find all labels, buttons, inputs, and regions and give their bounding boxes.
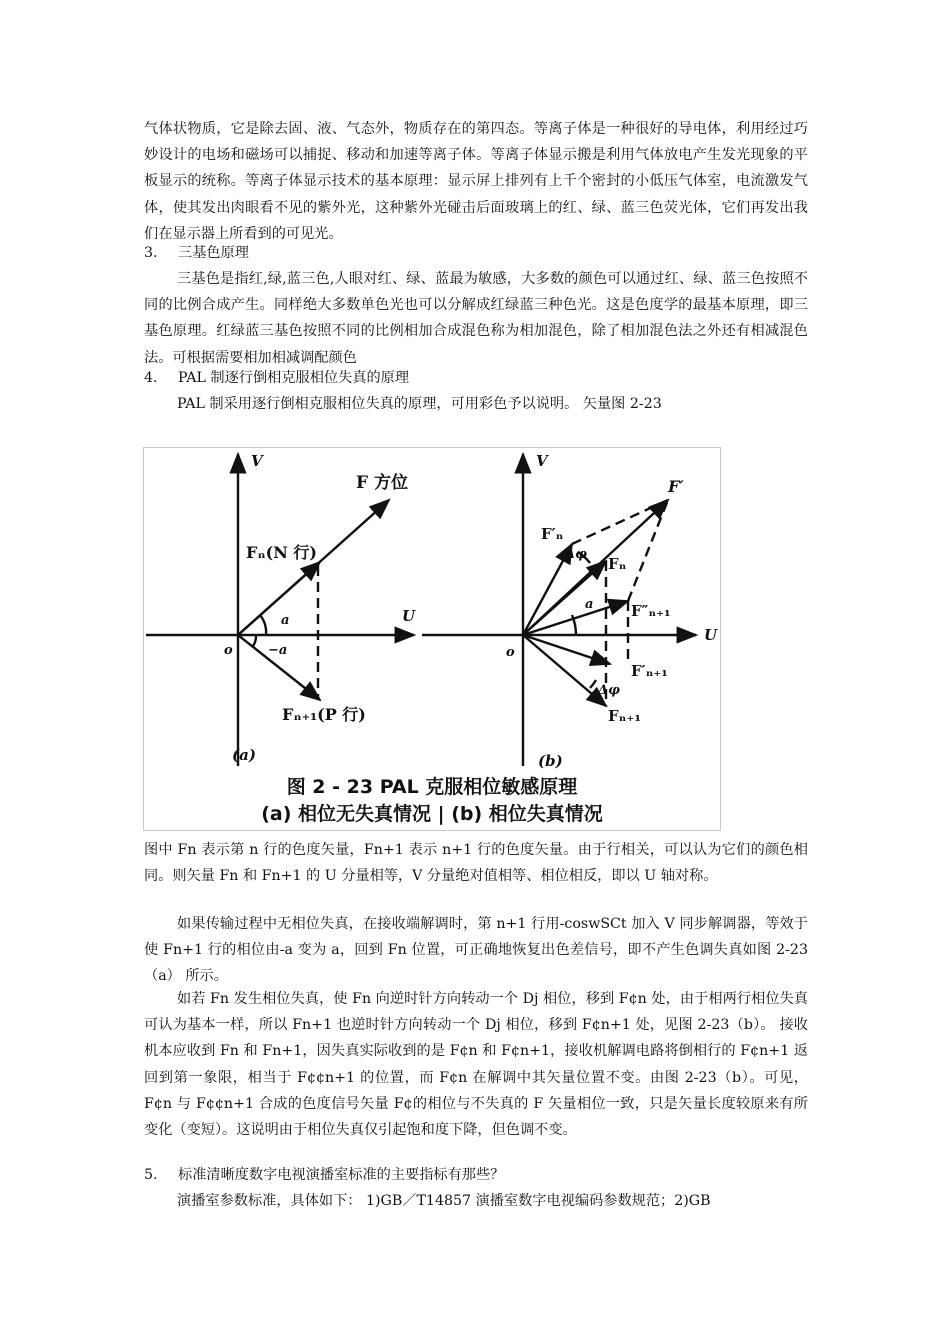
a-vector-fn (238, 562, 320, 635)
a-label-f: F 方位 (356, 473, 408, 493)
paragraph-pal-intro: PAL 制采用逐行倒相克服相位失真的原理，可用彩色予以说明。 矢量图 2-23 (177, 396, 662, 412)
vector-diagram (144, 448, 720, 830)
b-label-f-prime: F′ (668, 477, 684, 496)
b-label-dphi-bottom: Δφ (598, 683, 620, 698)
paragraph-plasma: 气体状物质，它是除去固、液、气态外，物质存在的第四态。等离子体是一种很好的导电体，利用经过巧妙设计的电场和磁场可以捕捉、移动和加速等离子体。等离子体显示搬是利用气体放电产生发光现象的平板显示的统称。等离子体显示技术的基本原理：显示屏上排列有上千个密封的小低压气体室，电流激发气体，使其发出肉眼看不见的紫外光，这种紫外光碰击后面玻璃上的红、绿、蓝三色荧光体，它们再发出我们在显示器上所看到的可见光。 (144, 121, 808, 242)
b-label-fn1-dprime: F″ₙ₊₁ (631, 602, 671, 620)
paragraph-three-primary: 三基色是指红,绿,蓝三色,人眼对红、绿、蓝最为敏感，大多数的颜色可以通过红、绿、蓝三色按照不同的比例合成产生。同样绝大多数单色光也可以分解成红绿蓝三种色光。这是色度学的最基本原理，即三基色原理。红绿蓝三基色按照不同的比例相加合成混色称为相加混色，除了相加混色法之外还有相减混色法。可根据需要相加相减调配颜色 (144, 271, 808, 366)
paragraph-fn-explanation: 图中 Fn 表示第 n 行的色度矢量，Fn+1 表示 n+1 行的色度矢量。由于行相关，可以认为它们的颜色相同。则矢量 Fn 和 Fn+1 的 U 分量相等，V 分量绝对值相等、相位相反，即以 U 轴对称。 (144, 842, 808, 885)
b-label-dphi-top: Δφ (565, 547, 587, 562)
b-label-fn-prime: F′ₙ (541, 525, 564, 543)
a-angle-arc-pos (260, 615, 266, 635)
heading-5 (144, 1162, 504, 1188)
a-label-angle-pos: a (281, 613, 290, 628)
b-label-v: V (536, 452, 548, 470)
paragraph-studio-standards: 演播室参数标准，具体如下： 1)GB／T14857 演播室数字电视编码参数规范；2)GB (177, 1193, 711, 1209)
heading-3-text: 三基色原理 (178, 245, 249, 261)
b-label-u: U (704, 626, 718, 644)
a-label-angle-neg: −a (268, 643, 288, 658)
paragraph-phase-distortion: 如若 Fn 发生相位失真，使 Fn 向逆时针方向转动一个 Dj 相位，移到 F¢n 处，由于相两行相位失真可认为基本一样，所以 Fn+1 也逆时针方向转动一个 Dj 相位，移到 F¢n+1 处，见图 2-23（b）。 接收机本应收到 Fn 和 Fn+1，因失真实际收到的是 F¢n 和 F¢n+1，接收机解调电路将倒相行的 F¢n+1 返回到第一象限，相当于 F¢¢n+1 的位置，而 F¢n 在解调中其矢量位置不变。由图 2-23（b）。可见，F¢n 与 F¢¢n+1 合成的色度信号矢量 F¢的相位与不失真的 F 矢量相位一致，只是矢量长度较原来有所变化（变短）。这说明由于相位失真仅引起饱和度下降，但色调不变。 (144, 991, 808, 1139)
heading-4 (144, 365, 409, 391)
b-label-a: a (585, 597, 594, 612)
heading-3 (144, 240, 249, 266)
b-label-fn1-prime: F′ₙ₊₁ (631, 662, 668, 680)
heading-4-text: PAL 制逐行倒相克服相位失真的原理 (178, 370, 410, 386)
a-label-v: V (251, 452, 263, 470)
heading-4-number: 4. (144, 370, 158, 386)
b-label-origin: o (506, 645, 515, 660)
a-label-fn1: Fₙ₊₁(P 行) (282, 705, 366, 724)
b-vector-fn (523, 561, 606, 635)
b-label-panel: (b) (538, 752, 563, 770)
figure-caption-subtitle: (a) 相位无失真情况 | (b) 相位失真情况 (261, 803, 603, 825)
a-label-panel: (a) (232, 746, 256, 764)
heading-3-number: 3. (144, 245, 158, 261)
b-label-fn1: Fₙ₊₁ (608, 707, 641, 725)
b-vector-fn1 (523, 635, 606, 706)
a-label-origin: o (224, 643, 233, 658)
b-arc-dphi-bottom (590, 680, 596, 688)
figure-2-23 (143, 447, 721, 831)
b-label-fn: Fₙ (608, 555, 627, 573)
heading-5-text: 标准清晰度数字电视演播室标准的主要指标有那些？ (178, 1167, 505, 1183)
a-angle-arc-neg (253, 635, 256, 646)
a-label-fn: Fₙ(N 行) (246, 543, 318, 562)
figure-caption-title: 图 2 - 23 PAL 克服相位敏感原理 (286, 776, 578, 798)
paragraph-no-phase-distortion: 如果传输过程中无相位失真，在接收端解调时，第 n+1 行用-coswSCt 加入 V 同步解调器，等效于使 Fn+1 行的相位由-a 变为 a，回到 Fn 位置，可正确地恢复出色差信号，即不产生色调失真如图 2-23（a） 所示。 (144, 916, 808, 985)
b-vector-fn1-prime (523, 635, 610, 664)
heading-5-number: 5. (144, 1167, 158, 1183)
a-label-u: U (402, 607, 416, 625)
